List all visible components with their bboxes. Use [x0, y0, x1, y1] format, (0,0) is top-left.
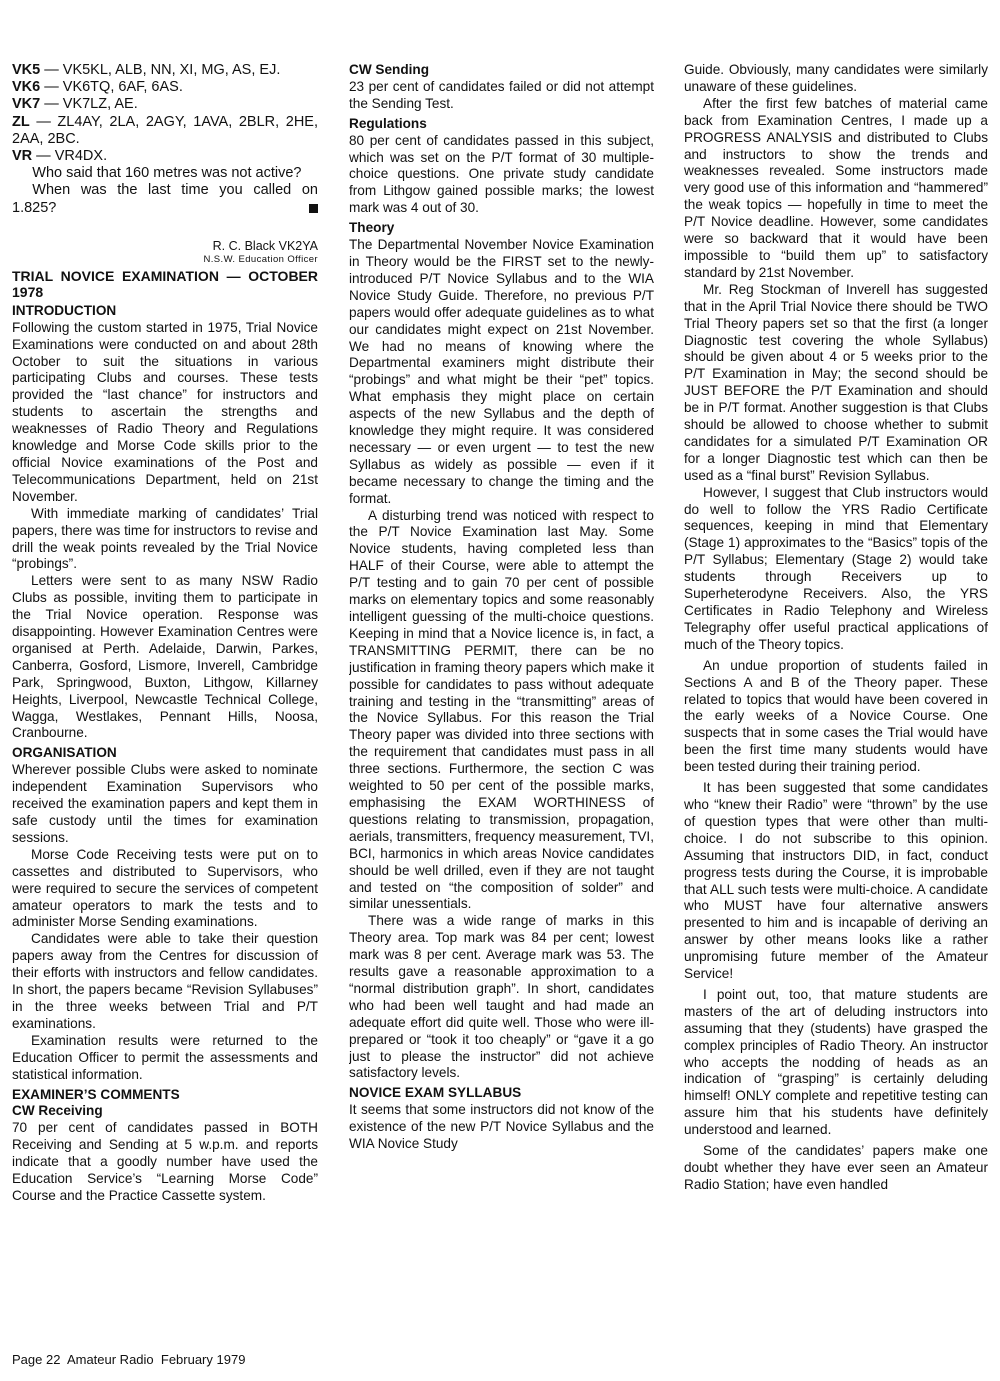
callsign-line-vk5: VK5 — VK5KL, ALB, NN, XI, MG, AS, EJ. [12, 62, 281, 78]
paragraph: Morse Code Receiving tests were put on to cassettes and distributed to Supervisors, who were required to secure the services of competent amateur operators to mark the tests and to administer Morse Sending examinations. [12, 846, 318, 930]
column-1 [12, 62, 318, 1205]
end-mark-icon [309, 204, 318, 213]
callsign-line-vr: VR — VR4DX. [12, 148, 108, 165]
heading-theory: Theory [349, 220, 395, 236]
paragraph: It seems that some instructors did not know of the existence of the new P/T Novice Syllabus and the WIA Novice Study [349, 1102, 654, 1152]
question-1825: When was the last time you called on 1.825? [12, 182, 318, 216]
callsign-line-vk6: VK6 — VK6TQ, 6AF, 6AS. [12, 79, 183, 96]
paragraph: Candidates were able to take their question papers away from the Centres for discussion of their efforts with instructors and fellow candidates. In short, the papers became “Revision Syllabuses” in the three weeks between Trial and P/T examinations. [12, 931, 318, 1031]
paragraph: Mr. Reg Stockman of Inverell has suggested that in the April Trial Novice there should be TWO Trial Theory papers set so that the first (a longer Diagnostic test covering the whole Syllabus) should be given about 4 or 5 weeks prior to the P/T Examination in May; the second should be JUST BEFORE the P/T Examination and should be in P/T format. Another suggestion is that Clubs should be allowed to choose whether to submit candidates for a simulated P/T Examination OR for a longer Diagnostic test which can then be used as a “final burst” Revision Syllabus. [684, 281, 988, 483]
heading-regulations: Regulations [349, 115, 427, 131]
article-title: TRIAL NOVICE EXAMINATION — OCTOBER 1978 [12, 267, 318, 300]
paragraph: An undue proportion of students failed in Sections A and B of the Theory paper. These related to topics that would have been covered in the early weeks of a Novice Course. One suspects that in some cases the Trial would have been the first time many students would have been tested during their training period. [684, 657, 988, 775]
paragraph: The Departmental November Novice Examination in Theory would be the FIRST set to the newly-introduced P/T Novice Syllabus and to the WIA Novice Study Guide. Therefore, no previous P/T papers would offer adequate guidelines as to what our candidates might expect on 21st November. We had no means of knowing where the Departmental examiners might distribute their “probings” and what might be their “pet” topics. What emphasis they might place on certain aspects of the new Syllabus and the depth of knowledge they might require. It was considered necessary — or even urgent — to test the new Syllabus as widely as possible — even if it became necessary to change the timing and the format. [349, 237, 654, 506]
paragraph: 80 per cent of candidates passed in this subject, which was set on the P/T format of 30 multiple-choice questions. One private study candidate from Lithgow gained possible marks; the lowest mark was 4 out of 30. [349, 132, 654, 216]
paragraph: Letters were sent to as many NSW Radio Clubs as possible, inviting them to participate in the Trial Novice operation. Response was disappointing. However Examination Centres were organised at Perth. Adelaide, Darwin, Parkes, Canberra, Gosford, Lismore, Inverell, Cambridge Park, Springwood, Buxton, Lithgow, Killarney Heights, Liverpool, Newcastle Technical College, Wagga, Westlakes, Pennant Hills, Noosa, Cranbourne. [12, 573, 318, 741]
callsign-line-zl: ZL — ZL4AY, 2LA, 2AGY, 1AVA, 2BLR, 2HE, 2AA, 2BC. [12, 113, 318, 147]
paragraph: However, I suggest that Club instructors would do well to follow the YRS Radio Certificate sequences, keeping in mind that Elementary (Stage 1) approximates to the “Basics” topis of the P/T Syllabus; Elementary (Stage 2) would take students through Receivers up to Superheterodyne Receivers. Also, the YRS Certificates in Radio Telephony and Wireless Telegraphy offer useful practical applications of much of the Theory topics. [684, 484, 988, 652]
paragraph: Examination results were returned to the Education Officer to permit the assessments and statistical information. [12, 1032, 318, 1082]
heading-cw-receiving: CW Receiving [12, 1103, 103, 1119]
heading-organisation: ORGANISATION [12, 745, 117, 761]
callsign-line-vk7: VK7 — VK7LZ, AE. [12, 96, 138, 113]
paragraph: Some of the candidates’ papers make one doubt whether they have ever seen an Amateur Radio Station; have even handled [684, 1143, 988, 1192]
question-160m: Who said that 160 metres was not active? [32, 165, 302, 182]
column-3 [684, 62, 988, 1194]
column-2 [349, 62, 654, 1153]
paragraph: With immediate marking of candidates’ Trial papers, there was time for instructors to revise and drill the weak points revealed by the Trial Novice “probings”. [12, 505, 318, 572]
page-footer: Page 22 Amateur Radio February 1979 [12, 1352, 246, 1367]
paragraph: A disturbing trend was noticed with respect to the P/T Novice Examination last May. Some Novice students, having completed less than HALF of their Course, were able to attempt the P/T testing and to gain 70 per cent of possible marks on elementary topics and some reasonably intelligent guessing of the multi-choice questions. Keeping in mind that a Novice licence is, in fact, a TRANSMITTING PERMIT, there can be no justification in framing theory papers which make it possible for candidates to pass without adequate training and testing in the “transmitting” areas of the Novice Syllabus. For this reason the Trial Theory paper was divided into three sections with the requirement that candidates must pass in all three sections. Furthermore, the section C was weighted to 50 per cent of the possible marks, emphasising the EXAM WORTHINESS of questions relating to transmission, propagation, aerials, transmitters, frequency measurement, TVI, BCI, harmonics in which areas Novice candidates should be well drilled, even if they are not taught and tested on “the composition of solder” and similar unessentials. [349, 507, 654, 912]
paragraph: 70 per cent of candidates passed in BOTH Receiving and Sending at 5 w.p.m. and reports indicate that a goodly number have used the Education Service’s “Learning Morse Code” Course and the Practice Cassette system. [12, 1120, 318, 1203]
heading-introduction: INTRODUCTION [12, 302, 117, 318]
paragraph: I point out, too, that mature students are masters of the art of deluding instructors into assuming that they (students) have grasped the complex principles of Radio Theory. An instructor who accepts the nodding of heads as an indication of “grasping” is certainly deluding himself! ONLY complete and repetitive testing can assure him that his students have definitely understood and learned. [684, 986, 988, 1138]
paragraph: It has been suggested that some candidates who “knew their Radio” were “thrown” by the use of question types that were other than multi-choice. I do not subscribe to this opinion. Assuming that instructors DID, in fact, conduct progress tests during the Course, it is improbable that ALL such tests were multi-choice. A candidate who MUST have four alternative answers presented to him and is incapable of deriving an answer by other means looks like a rather unpromising future member of the Amateur Service! [684, 780, 988, 982]
signature-role: N.S.W. Education Officer [203, 253, 318, 265]
signature-name: R. C. Black VK2YA [212, 238, 318, 253]
paragraph: Following the custom started in 1975, Trial Novice Examinations were conducted on and about 28th October to suit the situations in various participating Clubs and courses. These tests provided the “last chance” for instructors and students to ascertain the strengths and weaknesses of Radio Theory and Regulations knowledge and Morse Code skills prior to the official Novice examinations of the Post and Telecommunications Department, held on 21st November. [12, 319, 318, 504]
paragraph: Guide. Obviously, many candidates were similarly unaware of these guidelines. [684, 62, 988, 94]
heading-novice-exam-syllabus: NOVICE EXAM SYLLABUS [349, 1085, 522, 1101]
paragraph: There was a wide range of marks in this Theory area. Top mark was 84 per cent; lowest mark was 8 per cent. Average mark was 53. The results gave a reasonable approximation to a “normal distribution graph”. In short, candidates who had been well taught and had made an adequate effort did quite well. Those who were ill-prepared or “took it too cheaply” or “gave it a go just to please the instructor” did not achieve satisfactory levels. [349, 913, 654, 1081]
heading-examiners-comments: EXAMINER’S COMMENTS [12, 1086, 180, 1102]
paragraph: Wherever possible Clubs were asked to nominate independent Examination Supervisors who received the examination papers and kept them in safe custody until the times for examination sessions. [12, 762, 318, 845]
paragraph: 23 per cent of candidates failed or did not attempt the Sending Test. [349, 78, 654, 111]
paragraph: After the first few batches of material came back from Examination Centres, I made up a PROGRESS ANALYSIS and distributed to Clubs and instructors to show the trends and weaknesses revealed. Some instructors made very good use of this information and “hammered” the weak topics — hopefully in time to meet the P/T Novice deadline. However, some candidates were so backward that it would have been impossible to “build them up” to satisfactory standard by 21st November. [684, 95, 988, 280]
heading-cw-sending: CW Sending [349, 62, 430, 77]
